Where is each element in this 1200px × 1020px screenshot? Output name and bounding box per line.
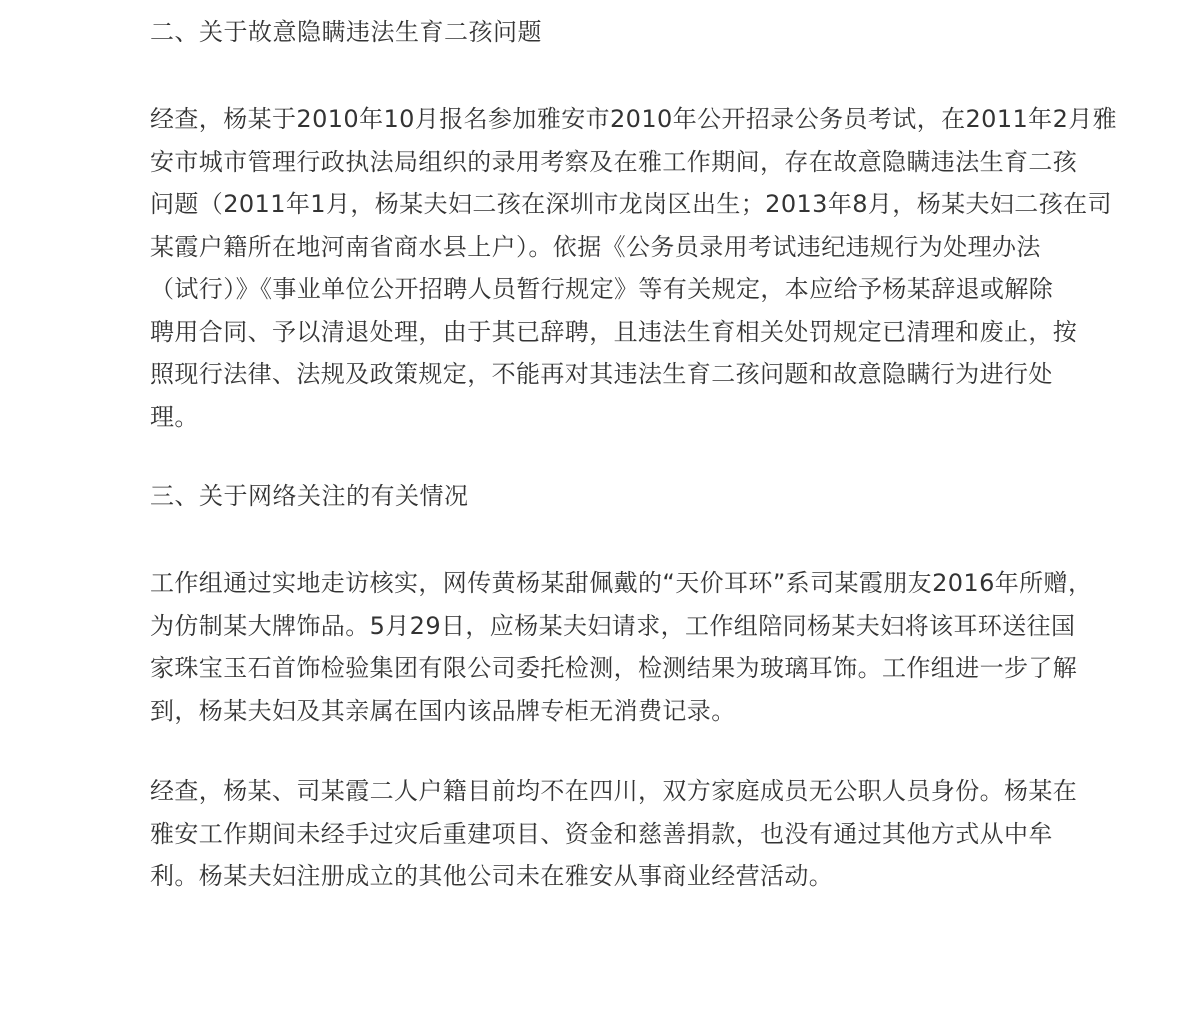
paragraph-line: 到，杨某夫妇及其亲属在国内该品牌专柜无消费记录。 (150, 696, 736, 725)
section-heading-3: 三、关于网络关注的有关情况 (150, 482, 469, 510)
paragraph-line: 某霞户籍所在地河南省商水县上户）。依据《公务员录用考试违纪违规行为处理办法 (150, 232, 1041, 261)
paragraph-line: 家珠宝玉石首饰检验集团有限公司委托检测，检测结果为玻璃耳饰。工作组进一步了解 (150, 654, 1078, 682)
article-body (150, 12, 1162, 898)
paragraph-line: 安市城市管理行政执法局组织的录用考察及在雅工作期间，存在故意隐瞒违法生育二孩 (150, 147, 1078, 176)
paragraph-line: 理。 (150, 402, 199, 431)
paragraph-line: 利。杨某夫妇注册成立的其他公司未在雅安从事商业经营活动。 (150, 862, 834, 890)
paragraph-line: 照现行法律、法规及政策规定，不能再对其违法生育二孩问题和故意隐瞒行为进行处 (150, 360, 1053, 388)
paragraph-line: 聘用合同、予以清退处理，由于其已辞聘，且违法生育相关处罚规定已清理和废止，按 (150, 317, 1078, 346)
section-2-paragraph (150, 98, 1162, 438)
paragraph-line: 问题（2011年1月，杨某夫妇二孩在深圳市龙岗区出生；2013年8月，杨某夫妇二孩在司 (150, 190, 1112, 218)
section-heading-2: 二、关于故意隐瞒违法生育二孩问题 (150, 18, 542, 46)
section-3-paragraph-1 (150, 562, 1162, 732)
paragraph-line: 经查，杨某、司某霞二人户籍目前均不在四川，双方家庭成员无公职人员身份。杨某在 (150, 777, 1078, 805)
paragraph-line: 雅安工作期间未经手过灾后重建项目、资金和慈善捐款，也没有通过其他方式从中牟 (150, 819, 1053, 848)
section-3-paragraph-2 (150, 770, 1162, 898)
paragraph-line: （试行）》《事业单位公开招聘人员暂行规定》等有关规定，本应给予杨某辞退或解除 (150, 275, 1054, 303)
paragraph-line: 为仿制某大牌饰品。5月29日，应杨某夫妇请求，工作组陪同杨某夫妇将该耳环送往国 (150, 611, 1076, 640)
paragraph-line: 工作组通过实地走访核实，网传黄杨某甜佩戴的“天价耳环”系司某霞朋友2016年所赠， (150, 569, 1093, 597)
paragraph-line: 经查，杨某于2010年10月报名参加雅安市2010年公开招录公务员考试，在2011年2月雅 (150, 105, 1118, 133)
